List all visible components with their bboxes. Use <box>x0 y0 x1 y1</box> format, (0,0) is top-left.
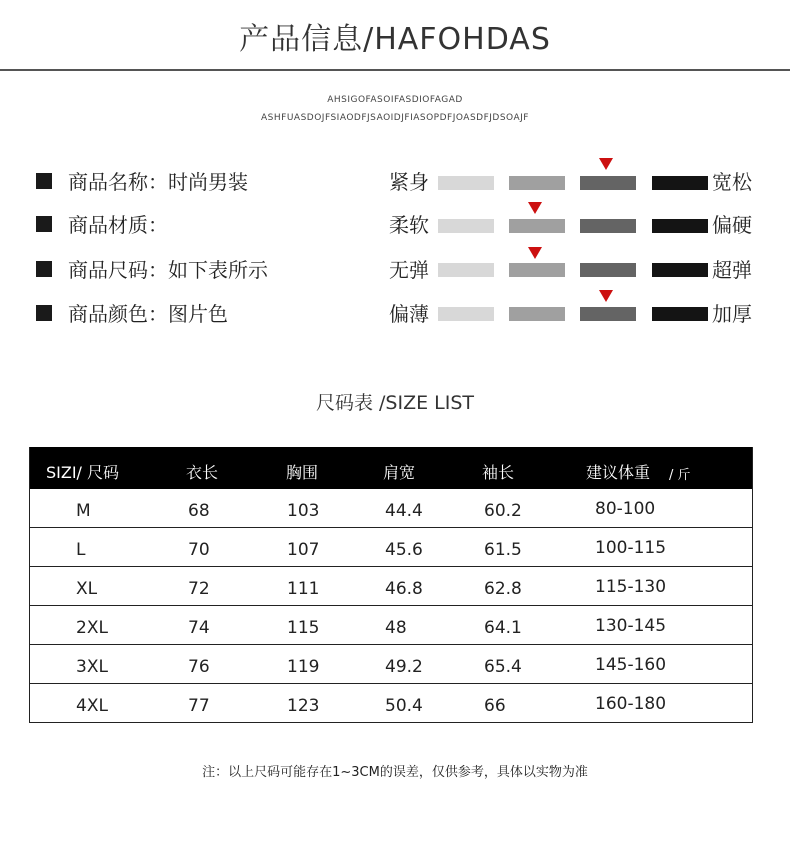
header-weight-unit: / 斤 <box>669 468 691 483</box>
cell-length: 74 <box>188 618 210 638</box>
cell-length: 68 <box>188 501 210 521</box>
scale-right-label: 宽松 <box>712 170 752 194</box>
header-chest: 胸围 <box>286 463 319 482</box>
scale-left-label: 紧身 <box>389 170 429 194</box>
table-row <box>30 489 752 527</box>
cell-shoulder: 49.2 <box>385 657 423 677</box>
table-row <box>30 644 752 683</box>
title-divider <box>0 69 790 71</box>
scale-segment-1 <box>438 307 494 321</box>
cell-chest: 107 <box>287 540 320 560</box>
cell-chest: 115 <box>287 618 320 638</box>
scale-right-label: 超弹 <box>712 258 752 282</box>
size-table-title: 尺码表 /SIZE LIST <box>315 392 475 414</box>
subtitle-line-1: AHSIGOFASOIFASDIOFAGAD <box>327 95 463 105</box>
cell-size: 3XL <box>76 657 108 677</box>
attribute-label-text: 商品名称：时尚男装 <box>68 170 248 194</box>
table-row <box>30 605 752 644</box>
scale-segment-4 <box>652 263 708 277</box>
scale-segment-3 <box>580 176 636 190</box>
attribute-label-material <box>36 209 168 238</box>
cell-shoulder: 48 <box>385 618 407 638</box>
table-header <box>30 447 752 489</box>
cell-sleeve: 65.4 <box>484 657 522 677</box>
scale-segment-2 <box>509 307 565 321</box>
scale-segment-2 <box>509 176 565 190</box>
cell-weight: 115-130 <box>595 577 667 597</box>
header-length: 衣长 <box>186 463 219 482</box>
cell-size: L <box>76 540 86 560</box>
cell-weight: 160-180 <box>595 694 667 714</box>
cell-size: XL <box>76 579 98 599</box>
scale-segment-2 <box>509 263 565 277</box>
cell-length: 72 <box>188 579 210 599</box>
cell-length: 76 <box>188 657 210 677</box>
cell-length: 77 <box>188 696 210 716</box>
table-row <box>30 527 752 566</box>
cell-chest: 111 <box>287 579 320 599</box>
cell-sleeve: 60.2 <box>484 501 522 521</box>
scale-left-label: 偏薄 <box>389 302 429 326</box>
cell-size: 2XL <box>76 618 108 638</box>
cell-chest: 103 <box>287 501 320 521</box>
page-title: 产品信息/HAFOHDAS <box>239 22 551 57</box>
scale-segment-1 <box>438 219 494 233</box>
attribute-label-size <box>36 254 268 283</box>
attribute-label-text: 商品尺码：如下表所示 <box>68 258 268 282</box>
cell-weight: 145-160 <box>595 655 667 675</box>
cell-shoulder: 45.6 <box>385 540 423 560</box>
cell-shoulder: 44.4 <box>385 501 423 521</box>
bullet-square-icon <box>36 173 52 189</box>
scale-segment-3 <box>580 219 636 233</box>
header-weight: 建议体重 <box>586 463 651 482</box>
cell-size: M <box>76 501 91 521</box>
bullet-square-icon <box>36 216 52 232</box>
table-row <box>30 683 752 722</box>
scale-marker-icon <box>599 158 613 170</box>
bullet-square-icon <box>36 305 52 321</box>
cell-weight: 80-100 <box>595 499 656 519</box>
cell-chest: 119 <box>287 657 320 677</box>
size-note: 注：以上尺码可能存在1~3CM的误差，仅供参考，具体以实物为准 <box>202 765 588 780</box>
scale-right-label: 偏硬 <box>712 213 752 237</box>
scale-segment-1 <box>438 263 494 277</box>
cell-weight: 130-145 <box>595 616 667 636</box>
subtitle-line-2: ASHFUASDOJFSIAODFJSAOIDJFIASOPDFJOASDFJDSOAJF <box>261 113 529 123</box>
bullet-square-icon <box>36 261 52 277</box>
scale-segment-3 <box>580 263 636 277</box>
header-size: SIZI/ 尺码 <box>46 463 120 482</box>
cell-size: 4XL <box>76 696 108 716</box>
scale-right-label: 加厚 <box>712 302 752 326</box>
attribute-label-color <box>36 298 228 327</box>
scale-marker-icon <box>528 202 542 214</box>
scale-marker-icon <box>599 290 613 302</box>
size-table <box>29 447 753 723</box>
attribute-label-text: 商品材质： <box>68 213 168 237</box>
scale-left-label: 无弹 <box>389 258 429 282</box>
cell-sleeve: 64.1 <box>484 618 522 638</box>
header-sleeve: 袖长 <box>482 463 515 482</box>
attribute-label-name <box>36 166 248 195</box>
scale-segment-3 <box>580 307 636 321</box>
cell-sleeve: 62.8 <box>484 579 522 599</box>
cell-shoulder: 46.8 <box>385 579 423 599</box>
attribute-label-text: 商品颜色：图片色 <box>68 302 228 326</box>
cell-weight: 100-115 <box>595 538 667 558</box>
cell-shoulder: 50.4 <box>385 696 423 716</box>
table-row <box>30 566 752 605</box>
cell-length: 70 <box>188 540 210 560</box>
cell-chest: 123 <box>287 696 320 716</box>
cell-sleeve: 66 <box>484 696 506 716</box>
header-shoulder: 肩宽 <box>383 463 416 482</box>
scale-segment-4 <box>652 307 708 321</box>
cell-sleeve: 61.5 <box>484 540 522 560</box>
scale-left-label: 柔软 <box>389 213 429 237</box>
scale-marker-icon <box>528 247 542 259</box>
scale-segment-1 <box>438 176 494 190</box>
scale-segment-4 <box>652 176 708 190</box>
scale-segment-2 <box>509 219 565 233</box>
scale-segment-4 <box>652 219 708 233</box>
